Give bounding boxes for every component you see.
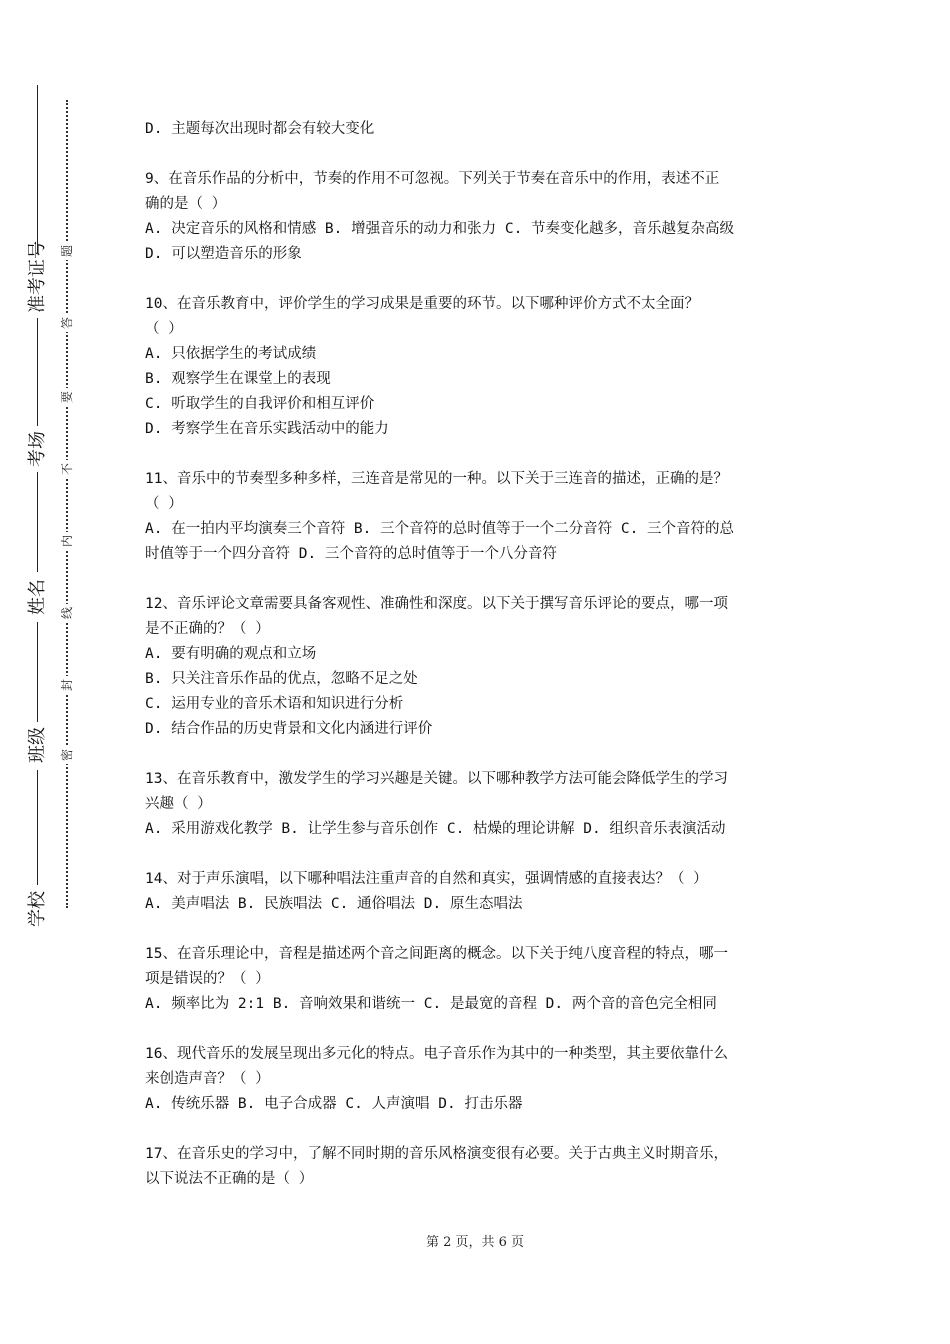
binding-line bbox=[37, 85, 38, 255]
question-stem: 14、对于声乐演唱，以下哪种唱法注重声音的自然和真实，强调情感的直接表达？（ ） bbox=[145, 871, 708, 887]
binding-line bbox=[37, 622, 38, 722]
question-stem: （ ） bbox=[145, 496, 183, 512]
option-line: A. 要有明确的观点和立场 bbox=[145, 646, 317, 662]
question-11 bbox=[145, 467, 810, 567]
question-stem: 15、在音乐理论中，音程是描述两个音之间距离的概念。以下关于纯八度音程的特点，哪一 bbox=[145, 946, 728, 962]
seal-char: 不 bbox=[60, 460, 74, 478]
option-line: A. 只依据学生的考试成绩 bbox=[145, 346, 317, 362]
question-stem: 来创造声音？（ ） bbox=[145, 1071, 270, 1087]
option-line: D. 可以塑造音乐的形象 bbox=[145, 246, 302, 262]
question-stem: 确的是（ ） bbox=[145, 196, 227, 212]
question-stem: 12、音乐评论文章需要具备客观性、准确性和深度。以下关于撰写音乐评论的要点，哪一项 bbox=[145, 596, 728, 612]
question-stem: 9、在音乐作品的分析中，节奏的作用不可忽视。下列关于节奏在音乐中的作用，表述不正 bbox=[145, 171, 720, 187]
binding-strip bbox=[0, 0, 110, 1344]
option-line: B. 只关注音乐作品的优点，忽略不足之处 bbox=[145, 671, 418, 687]
question-stem: 项是错误的？（ ） bbox=[145, 971, 270, 987]
option-line: A. 采用游戏化教学 B. 让学生参与音乐创作 C. 枯燥的理论讲解 D. 组织音乐表演活动 bbox=[145, 821, 726, 837]
question-stem: 以下说法不正确的是（ ） bbox=[145, 1171, 314, 1187]
question-stem: 13、在音乐教育中，激发学生的学习兴趣是关键。以下哪种教学方法可能会降低学生的学习 bbox=[145, 771, 728, 787]
question-15 bbox=[145, 942, 810, 1017]
question-stem: 16、现代音乐的发展呈现出多元化的特点。电子音乐作为其中的一种类型，其主要依靠什么 bbox=[145, 1046, 728, 1062]
question-list bbox=[145, 117, 810, 1217]
question-16 bbox=[145, 1042, 810, 1117]
question-stem: （ ） bbox=[145, 321, 183, 337]
question-stem: 17、在音乐史的学习中，了解不同时期的音乐风格演变很有必要。关于古典主义时期音乐， bbox=[145, 1146, 728, 1162]
seal-char: 密 bbox=[60, 746, 74, 764]
seal-char: 题 bbox=[60, 242, 74, 260]
option-line: A. 在一拍内平均演奏三个音符 B. 三个音符的总时值等于一个二分音符 C. 三个音符的总 bbox=[145, 521, 735, 537]
name-label: 姓名 bbox=[27, 579, 48, 615]
class-label: 班级 bbox=[27, 727, 48, 763]
question-stem: 11、音乐中的节奏型多种多样，三连音是常见的一种。以下关于三连音的描述，正确的是？ bbox=[145, 471, 728, 487]
option-line: 时值等于一个四分音符 D. 三个音符的总时值等于一个八分音符 bbox=[145, 546, 557, 562]
option-line: A. 美声唱法 B. 民族唱法 C. 通俗唱法 D. 原生态唱法 bbox=[145, 896, 523, 912]
exam-number-label: 准考证号 bbox=[27, 241, 48, 313]
question-10 bbox=[145, 292, 810, 442]
seal-dotted-line bbox=[66, 100, 68, 908]
question-stem: 10、在音乐教育中，评价学生的学习成果是重要的环节。以下哪种评价方式不太全面？ bbox=[145, 296, 699, 312]
question-14 bbox=[145, 867, 810, 917]
binding-line bbox=[37, 472, 38, 572]
option-line: B. 观察学生在课堂上的表现 bbox=[145, 371, 331, 387]
option-line: A. 决定音乐的风格和情感 B. 增强音乐的动力和张力 C. 节奏变化越多，音乐越复杂高级 bbox=[145, 221, 735, 237]
option-line: D. 结合作品的历史背景和文化内涵进行评价 bbox=[145, 721, 433, 737]
seal-char: 内 bbox=[60, 532, 74, 550]
seal-char: 封 bbox=[60, 676, 74, 694]
question-stem: 是不正确的？（ ） bbox=[145, 621, 270, 637]
question-stem: 兴趣（ ） bbox=[145, 796, 212, 812]
school-label: 学校 bbox=[27, 891, 48, 927]
option-line: A. 频率比为 2:1 B. 音响效果和谐统一 C. 是最宽的音程 D. 两个音的音色完全相同 bbox=[145, 996, 717, 1012]
page-number-footer: 第 2 页，共 6 页 bbox=[425, 1235, 525, 1250]
binding-line bbox=[37, 318, 38, 426]
binding-line bbox=[37, 770, 38, 885]
seal-char: 要 bbox=[60, 388, 74, 406]
option-line: C. 听取学生的自我评价和相互评价 bbox=[145, 396, 375, 412]
seal-char: 线 bbox=[60, 604, 74, 622]
question-13 bbox=[145, 767, 810, 842]
option-line: A. 传统乐器 B. 电子合成器 C. 人声演唱 D. 打击乐器 bbox=[145, 1096, 523, 1112]
question-12 bbox=[145, 592, 810, 742]
exam-room-label: 考场 bbox=[27, 431, 48, 467]
question-8-tail bbox=[145, 117, 810, 142]
option-line: C. 运用专业的音乐术语和知识进行分析 bbox=[145, 696, 404, 712]
option-line: D. 主题每次出现时都会有较大变化 bbox=[145, 121, 375, 137]
question-17 bbox=[145, 1142, 810, 1192]
seal-char: 答 bbox=[60, 314, 74, 332]
option-line: D. 考察学生在音乐实践活动中的能力 bbox=[145, 421, 389, 437]
question-9 bbox=[145, 167, 810, 267]
